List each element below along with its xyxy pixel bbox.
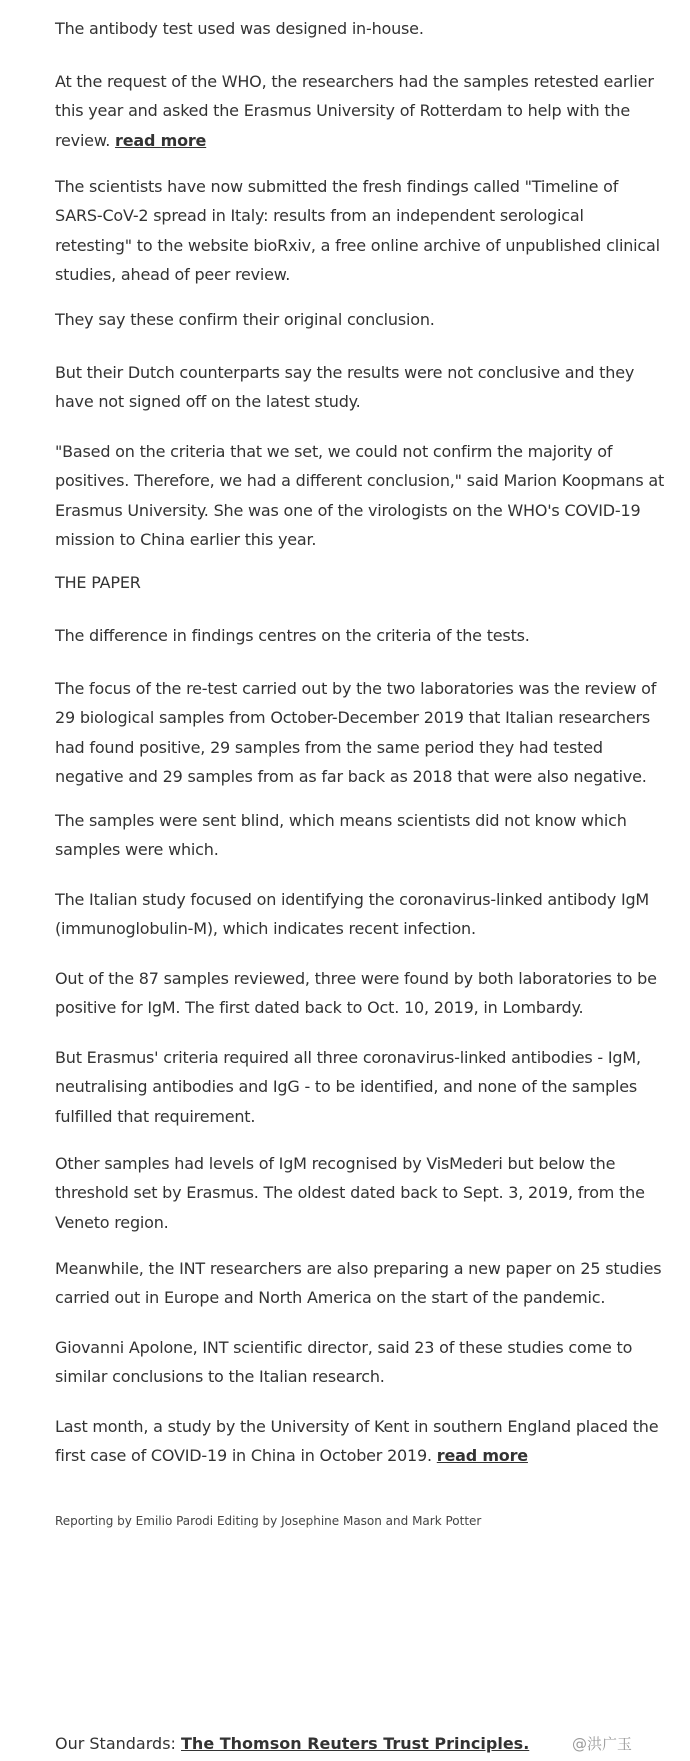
paragraph-text: The focus of the re-test carried out by the two laboratories was the review of 29 biological samples from October-December 2019 that Italian researchers had found positive, 29 samples from the same period they had tested negative and 29 samples from as far back as 2018 that were also negative. <box>55 679 657 787</box>
paragraph-difference-criteria <box>55 621 530 650</box>
section-heading-the-paper <box>55 568 141 597</box>
paragraph-text: At the request of the WHO, the researchers had the samples retested earlier this year and asked the Erasmus University of Rotterdam to help with the review. <box>55 72 654 150</box>
paragraph-apolone <box>55 1333 665 1392</box>
paragraph-text: But Erasmus' criteria required all three coronavirus-linked antibodies - IgM, neutralising antibodies and IgG - to be identified, and none of the samples fulfilled that requirement. <box>55 1048 641 1126</box>
paragraph-text: The samples were sent blind, which means scientists did not know which samples were which. <box>55 811 627 860</box>
paragraph-int-new-paper <box>55 1254 665 1313</box>
paragraph-koopmans-quote <box>55 437 665 555</box>
paragraph-antibody-test <box>55 14 424 43</box>
paragraph-text: The Italian study focused on identifying the coronavirus-linked antibody IgM (immunoglobulin-M), which indicates recent infection. <box>55 890 650 939</box>
standards-label: Our Standards: <box>55 1734 176 1753</box>
paragraph-text: They say these confirm their original conclusion. <box>55 310 435 329</box>
paragraph-text: Other samples had levels of IgM recognised by VisMederi but below the threshold set by Erasmus. The oldest dated back to Sept. 3, 2019, from the Veneto region. <box>55 1154 645 1232</box>
paragraph-igm-study <box>55 885 665 944</box>
paragraph-text: But their Dutch counterparts say the results were not conclusive and they have not signed off on the latest study. <box>55 363 635 412</box>
reporting-credits: Reporting by Emilio Parodi Editing by Josephine Mason and Mark Potter <box>55 1514 482 1528</box>
paragraph-87-samples <box>55 964 665 1023</box>
paragraph-kent-study <box>55 1412 665 1471</box>
read-more-link[interactable]: read more <box>436 1446 528 1466</box>
paragraph-other-samples <box>55 1149 665 1237</box>
paragraph-text: Giovanni Apolone, INT scientific director, said 23 of these studies come to similar conclusions to the Italian research. <box>55 1338 633 1387</box>
paragraph-text: The antibody test used was designed in-house. <box>55 19 424 38</box>
paragraph-erasmus-criteria <box>55 1043 665 1131</box>
paragraph-text: Out of the 87 samples reviewed, three were found by both laboratories to be positive for IgM. The first dated back to Oct. 10, 2019, in Lombardy. <box>55 969 657 1018</box>
paragraph-samples-blind <box>55 806 665 865</box>
paragraph-text: Meanwhile, the INT researchers are also preparing a new paper on 25 studies carried out in Europe and North America on the start of the pandemic. <box>55 1259 662 1308</box>
paragraph-retest-focus <box>55 674 665 792</box>
paragraph-text: The scientists have now submitted the fresh findings called "Timeline of SARS-CoV-2 spread in Italy: results from an independent serological retesting" to the website bioRxiv, a free online archive of unpublished clinical studies, ahead of peer review. <box>55 177 660 285</box>
paragraph-text: The difference in findings centres on the criteria of the tests. <box>55 626 530 645</box>
paragraph-text: THE PAPER <box>55 573 141 592</box>
weibo-watermark: @洪广玉 <box>572 1735 633 1753</box>
paragraph-dutch-counterparts <box>55 358 665 417</box>
paragraph-fresh-findings <box>55 172 665 290</box>
paragraph-text: Last month, a study by the University of Kent in southern England placed the first case of COVID-19 in China in October 2019. <box>55 1417 659 1466</box>
read-more-link[interactable]: read more <box>115 130 207 150</box>
paragraph-who-request <box>55 67 665 155</box>
paragraph-confirm-conclusion <box>55 305 435 334</box>
trust-principles-link[interactable]: The Thomson Reuters Trust Principles. <box>181 1734 530 1753</box>
our-standards <box>55 1732 529 1756</box>
paragraph-text: "Based on the criteria that we set, we could not confirm the majority of positives. Therefore, we had a different conclusion," said Marion Koopmans at Erasmus University. She was one of the virologists on the WHO's COVID-19 mission to China earlier this year. <box>55 442 665 550</box>
